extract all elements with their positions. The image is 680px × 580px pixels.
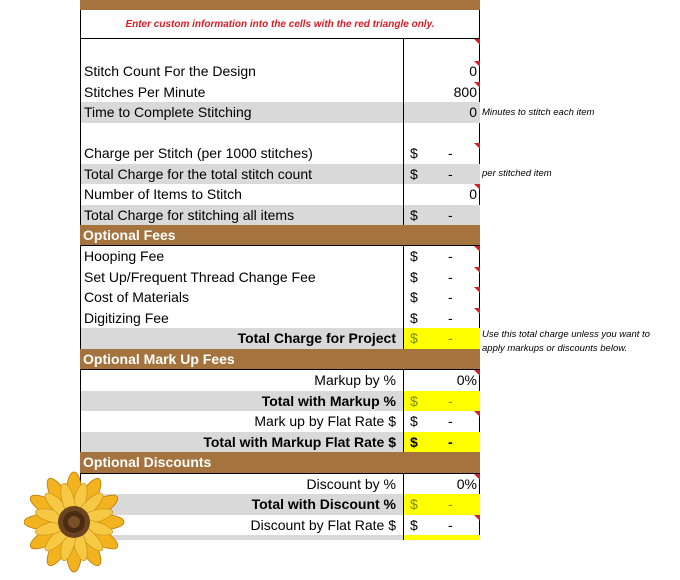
label: Total Charge for the total stitch count xyxy=(84,165,313,182)
row-number-items[interactable] xyxy=(80,184,480,205)
blank-row xyxy=(80,123,480,144)
instruction-text: Enter custom information into the cells with the red triangle only. xyxy=(80,10,480,38)
side-note-minutes: Minutes to stitch each item xyxy=(482,107,595,118)
side-note-total-2: apply markups or discounts below. xyxy=(482,343,628,354)
stitch-count-cell[interactable]: 0 xyxy=(404,61,480,82)
row-markup-pct[interactable] xyxy=(80,370,480,391)
side-note-per-item: per stitched item xyxy=(482,168,552,179)
discount-pct-cell[interactable]: 0% xyxy=(404,474,480,495)
label: Discount by Flat Rate $ xyxy=(250,516,396,533)
section-optional-markup: Optional Mark Up Fees xyxy=(80,349,480,370)
row-total-discount xyxy=(80,494,480,515)
blank-row xyxy=(80,39,480,61)
label: Time to Complete Stitching xyxy=(84,104,252,120)
label: Total Charge for Project xyxy=(237,330,396,346)
row-digitizing[interactable] xyxy=(80,308,480,329)
label: Mark up by Flat Rate $ xyxy=(254,413,396,429)
row-materials[interactable] xyxy=(80,287,480,308)
hooping-fee-cell[interactable]: $ - xyxy=(404,246,480,267)
row-total-charge-stitch xyxy=(80,164,480,185)
label: Total with Discount % xyxy=(251,496,396,512)
row-stitch-count[interactable] xyxy=(80,61,480,82)
label: Total with Markup % xyxy=(261,392,396,409)
row-discount-flat[interactable] xyxy=(80,515,480,536)
row-setup-fee[interactable] xyxy=(80,267,480,288)
time-cell: 0 xyxy=(404,102,480,123)
label: Markup by % xyxy=(314,372,396,388)
row-total-markup xyxy=(80,391,480,412)
setup-fee-cell[interactable]: $ - xyxy=(404,267,480,288)
label: Charge per Stitch (per 1000 stitches) xyxy=(84,145,313,161)
total-markup-flat-cell: $ - xyxy=(404,432,480,453)
total-discount-cell: $ - xyxy=(404,494,480,515)
total-charge-all-cell: $ - xyxy=(404,205,480,226)
digitizing-cell[interactable]: $ - xyxy=(404,308,480,329)
discount-flat-cell[interactable]: $ - xyxy=(404,515,480,536)
side-note-total-1: Use this total charge unless you want to xyxy=(482,329,650,340)
label: Discount by % xyxy=(306,475,396,492)
total-markup-cell: $ - xyxy=(404,391,480,412)
label: Stitch Count For the Design xyxy=(84,63,256,79)
row-markup-flat[interactable] xyxy=(80,411,480,432)
materials-cell[interactable]: $ - xyxy=(404,287,480,308)
label: Hooping Fee xyxy=(84,248,165,264)
row-partial xyxy=(80,535,480,540)
section-optional-discounts: Optional Discounts xyxy=(80,452,480,473)
total-charge-stitch-cell: $ - xyxy=(404,164,480,185)
total-project-cell: $ - xyxy=(404,328,480,349)
row-total-markup-flat xyxy=(80,432,480,453)
label: Number of Items to Stitch xyxy=(84,186,242,202)
title-bar xyxy=(80,0,480,10)
label: Total Charge for stitching all items xyxy=(84,206,295,223)
row-charge-per-stitch[interactable] xyxy=(80,143,480,164)
label: Cost of Materials xyxy=(84,289,190,305)
markup-flat-cell[interactable]: $ - xyxy=(404,411,480,432)
number-items-cell[interactable]: 0 xyxy=(404,184,480,205)
label: Total with Markup Flat Rate $ xyxy=(203,433,396,450)
sunflower-icon xyxy=(24,470,134,580)
row-stitches-per-minute[interactable] xyxy=(80,82,480,103)
row-total-charge-all xyxy=(80,205,480,226)
charge-per-stitch-cell[interactable]: $ - xyxy=(404,143,480,164)
label: Digitizing Fee xyxy=(84,309,169,326)
markup-pct-cell[interactable]: 0% xyxy=(404,370,480,391)
row-hooping-fee[interactable] xyxy=(80,246,480,267)
section-optional-fees: Optional Fees xyxy=(80,225,480,246)
stitches-per-minute-cell[interactable]: 800 xyxy=(404,82,480,103)
row-time-to-complete xyxy=(80,102,480,123)
row-total-project xyxy=(80,328,480,349)
label: Stitches Per Minute xyxy=(84,83,206,100)
row-discount-pct[interactable] xyxy=(80,474,480,495)
label: Set Up/Frequent Thread Change Fee xyxy=(84,268,316,285)
